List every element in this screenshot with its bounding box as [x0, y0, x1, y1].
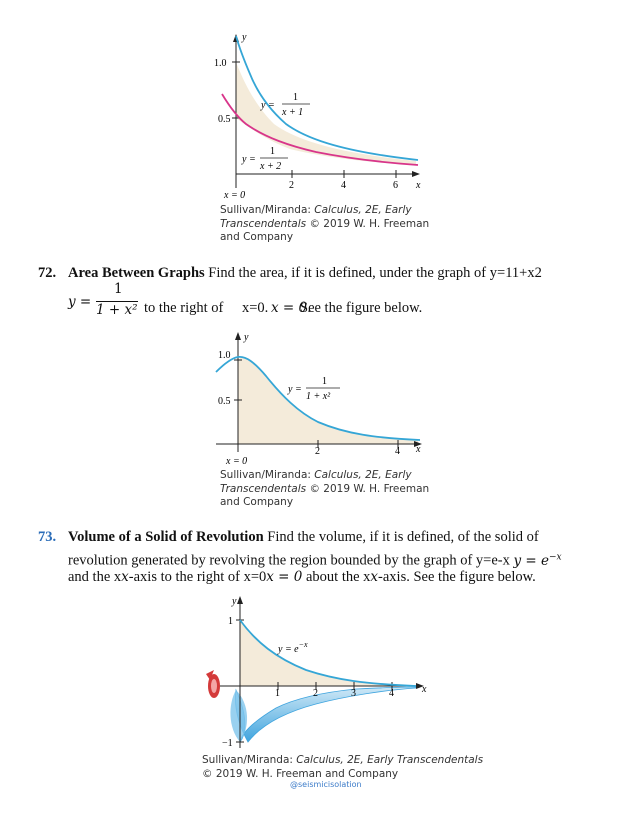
math-den: 1 + x²	[96, 302, 138, 318]
credit-3-copyright: © 2019 W. H. Freeman and Company	[202, 767, 399, 780]
region-between-curves	[236, 62, 416, 165]
figure-area-between-curves	[206, 28, 436, 208]
x-tick-label-2: 2	[313, 688, 318, 699]
x-tick-label-4: 4	[389, 688, 394, 699]
text-condition-math: x = 0.	[271, 300, 312, 316]
problem-73	[38, 527, 598, 587]
problem-plain-formula: y=11+x2	[489, 265, 542, 281]
curve-upper-den: x + 1	[282, 107, 304, 118]
credit-2-authors: Sullivan/Miranda:	[220, 469, 311, 481]
credit-2-title-b: Transcendentals	[220, 482, 307, 495]
x-math: x	[121, 569, 129, 585]
figure-area-under-curve	[206, 330, 436, 470]
x-tick-label-2: 2	[315, 446, 320, 457]
x-axis-label: x	[416, 444, 421, 455]
x2-math: x	[370, 569, 379, 585]
text-see-figure: -axis. See the figure below.	[378, 569, 536, 585]
figure-3-graph	[196, 592, 446, 752]
x-tick-label-6: 6	[393, 180, 398, 191]
figure-2-credit	[220, 469, 429, 510]
credit-1-title-b: Transcendentals	[220, 217, 307, 230]
credit-3-authors: Sullivan/Miranda:	[202, 754, 293, 766]
problem-title: Volume of a Solid of Revolution	[68, 529, 264, 545]
x-tick-label-1: 1	[275, 688, 280, 699]
curve-lower-den: x + 2	[260, 161, 282, 172]
credit-2-copyright: © 2019 W. H. Freeman	[309, 482, 430, 495]
figure-1-credit	[220, 204, 429, 245]
text-axis-right-of: -axis to the right of	[128, 569, 240, 585]
x-axis-arrow-icon	[412, 171, 420, 177]
math-formula-base: y = e	[513, 552, 549, 569]
y-tick-label-2: 0.5	[218, 396, 231, 407]
x-tick-label-3: 3	[351, 688, 356, 699]
cond-plain: x=0	[243, 569, 267, 585]
figure-1-graph	[206, 28, 436, 208]
math-num: 1	[114, 281, 123, 297]
x-tick-label-4: 4	[341, 180, 346, 191]
text-about-the: about the	[305, 569, 360, 585]
problem-text: Find the area, if it is defined, under the graph of	[208, 265, 487, 281]
y-tick-label-neg1: −1	[222, 738, 233, 749]
credit-3-title: Calculus, 2E, Early Transcendentals	[296, 754, 484, 766]
plain-formula: y=e-x	[475, 552, 510, 569]
curve-lower-num: 1	[270, 146, 275, 157]
math-lhs: y =	[68, 294, 92, 310]
figure-solid-of-revolution	[196, 592, 446, 752]
text-see-figure: See the figure below.	[300, 300, 423, 316]
x0-label: x = 0	[226, 456, 248, 467]
credit-1-authors: Sullivan/Miranda:	[220, 204, 311, 216]
figure-2-graph	[206, 330, 436, 470]
x-plain: x	[113, 569, 122, 585]
x-tick-label-2: 2	[289, 180, 294, 191]
problem-title: Area Between Graphs	[68, 265, 205, 281]
curve-label-sup: −x	[298, 640, 308, 649]
curve-upper-num: 1	[293, 92, 298, 103]
figure-3-credit	[202, 754, 483, 781]
problem-number: 73.	[38, 529, 57, 545]
credit-1-publisher: and Company	[220, 231, 294, 243]
curve-num: 1	[322, 376, 327, 387]
x2-plain: x	[363, 569, 371, 585]
credit-1-title-a: Calculus, 2E, Early	[314, 204, 412, 216]
curve-den: 1 + x²	[306, 391, 331, 402]
y-axis-label: y	[242, 32, 247, 43]
y-axis-label: y	[244, 332, 249, 343]
x-axis-label: x	[422, 684, 427, 695]
text-and-the: and the	[68, 569, 111, 585]
y-tick-label-1: 1.0	[218, 350, 231, 361]
curve-upper	[236, 36, 418, 160]
curve-label	[277, 640, 308, 655]
text-right-of: to the right of	[144, 300, 224, 316]
x-axis-label: x	[416, 180, 421, 191]
problem-text-line2: revolution generated by revolving the region bounded by the graph of	[68, 552, 473, 569]
y-tick-label-1: 1	[228, 616, 233, 627]
problem-text-line1: Find the volume, if it is defined, of the solid of	[267, 529, 539, 545]
credit-2-title-a: Calculus, 2E, Early	[314, 469, 412, 481]
math-formula-sup: −x	[549, 552, 562, 562]
y-axis-arrow-icon	[235, 332, 241, 340]
x-tick-label-4: 4	[395, 446, 400, 457]
y-axis-arrow-icon	[237, 596, 243, 604]
credit-2-publisher: and Company	[220, 496, 294, 508]
problem-number: 72.	[38, 265, 57, 281]
cond-math: x = 0	[266, 569, 303, 585]
y-tick-label-2: 0.5	[218, 114, 231, 125]
curve-lower-lhs: y =	[242, 154, 256, 165]
curve-lhs: y =	[288, 384, 302, 395]
curve-upper-lhs: y =	[261, 100, 275, 111]
curve-label-base: y = e	[278, 644, 299, 655]
rotation-arrow-icon	[206, 670, 220, 698]
text-condition-plain: x=0.	[242, 300, 269, 316]
credit-1-copyright: © 2019 W. H. Freeman	[309, 217, 430, 230]
watermark: @seismicisolation	[290, 780, 362, 789]
x0-label: x = 0	[224, 190, 246, 201]
y-axis-label: y	[232, 596, 237, 607]
y-tick-label-1: 1.0	[214, 58, 227, 69]
